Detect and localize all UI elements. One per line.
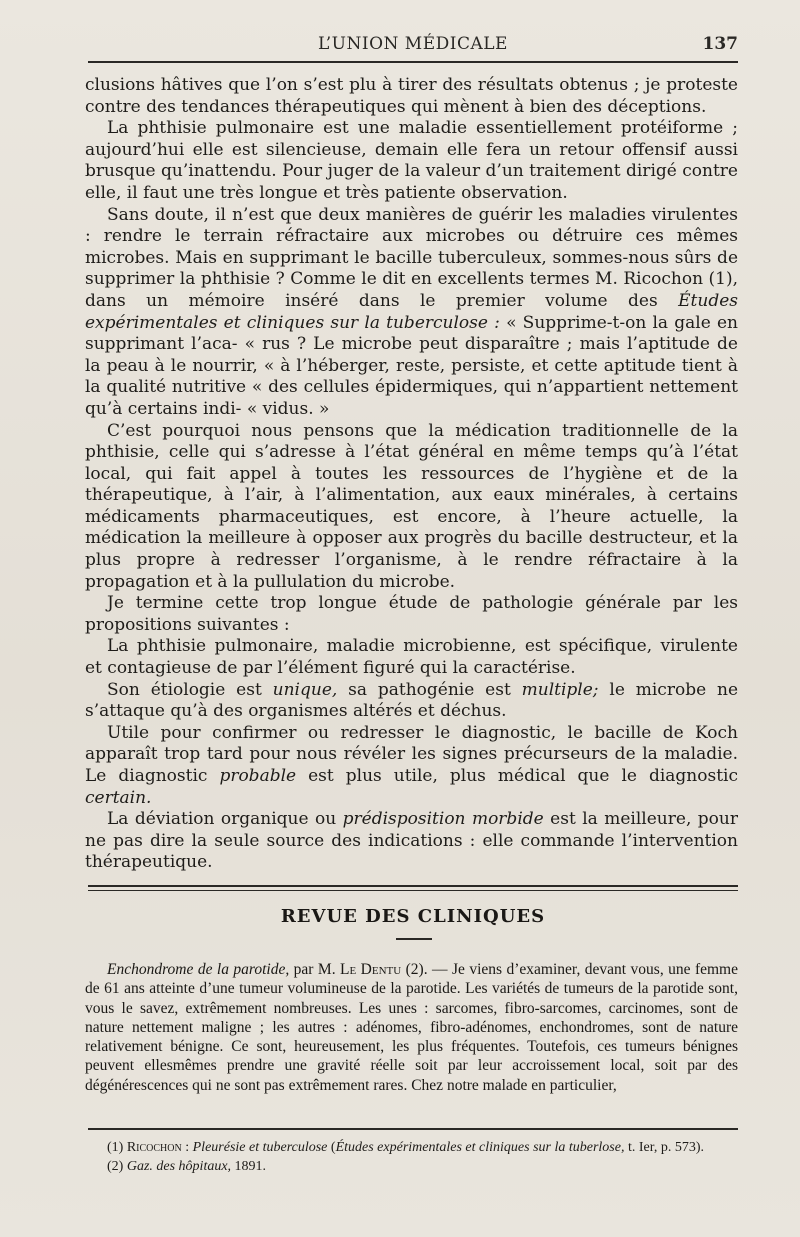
header-rule [88, 61, 738, 63]
paragraph-9-text-b: est la meilleure, pour ne pas dire la seule source des indications : elle commande l’intervention thérapeutique. [85, 809, 738, 873]
article-body [85, 75, 738, 874]
clinic-by: par M. [289, 961, 341, 978]
footnote-1-number: (1) [107, 1140, 127, 1155]
footnote-2-year: 1891. [231, 1159, 267, 1174]
paragraph-8-italic-1: probable [219, 766, 297, 786]
footnote-2-source: Gaz. des hôpitaux, [126, 1159, 232, 1174]
paragraph-7-italic-2: multiple; [521, 679, 599, 700]
running-title: L’UNION MÉDICALE [318, 34, 508, 54]
paragraph-5: Je termine cette trop longue étude de pathologie générale par les propositions suivantes : [85, 593, 738, 635]
paragraph-3 [85, 205, 738, 421]
footnote-1-sep: : [181, 1140, 193, 1155]
clinic-report [85, 960, 738, 1095]
footnote-2-number: (2) [107, 1159, 127, 1174]
section-title: REVUE DES CLINIQUES [280, 906, 546, 927]
section-title-underline [396, 938, 432, 940]
footnote-1-title: Pleurésie et tuberculose [192, 1140, 328, 1155]
paragraph-7 [85, 680, 738, 723]
paragraph-9-text-a: La déviation organique ou [107, 809, 343, 830]
paragraph-4: C’est pourquoi nous pensons que la médication traditionnelle de la phthisie, celle qui s’adresse à l’état général en même temps qu’à l’état local, qui fait appel à toutes les ressources de l’hygiène et de la thérapeutique, à l’air, à l’alimentation, aux eaux minérales, à certains médicaments pharmaceutiques, est encore, à l’heure actuelle, la médication la meilleure à opposer aux progrès du bacille destructeur, et la plus propre à redresser l’organisme, à le rendre réfractaire à la propagation et à la pullulation du microbe. [85, 420, 738, 592]
footnote-2 [85, 1157, 738, 1176]
paragraph-8-text-a: Utile pour confirmer ou redresser le diagnostic, le bacille de Koch apparaît trop tard pour nous révéler les signes précurseurs de la maladie. Le diagnostic [85, 722, 738, 786]
paragraph-7-text-c: le microbe ne s’attaque qu’à des organismes altérés et déchus. [85, 679, 739, 722]
paragraph-8-text-b: est plus utile, plus médical que le diagnostic [296, 766, 738, 786]
page-number: 137 [702, 34, 738, 54]
paragraph-7-text-b: sa pathogénie est [337, 679, 522, 700]
paragraph-9 [85, 809, 738, 874]
paragraph-3-text-a: Sans doute, il n’est que deux manières de guérir les maladies virulentes : rendre le terrain réfractaire aux microbes ou détruire ces mêmes microbes. Mais en supprimant le bacille tuberculeux, sommes-nous sûrs de supprimer la phthisie ? Comme le dit en excellents termes M. Ricochon (1), dans un mémoire inséré dans le premier volume des [85, 204, 738, 311]
paragraph-7-text-a: Son étiologie est [107, 679, 273, 700]
paragraph-3-italic-title: Études expérimentales et cliniques sur la tuberculose : [85, 290, 738, 333]
footnotes [85, 1138, 738, 1176]
clinic-text-rest: (2). — Je viens d’examiner, devant vous, une femme de 61 ans atteinte d’une tumeur volumineuse de la parotide. Les variétés de tumeurs de la parotide sont, vous le savez, extrêmement nombreuses. Les unes : sarcomes, fibro-sarcomes, carcinomes, sont de nature nettement maligne ; les autres : adénomes, fibro-adénomes, enchondromes, sont de nature relativement bénigne. Ce sont, heureusement, les plus fréquentes. Toutefois, ces tumeurs bénignes peuvent ellesmêmes prendre une gravité réelle soit par leur accroissement local, soit par des dégénérescences qui ne sont pas extrêmement rares. Chez notre malade en particulier, [85, 961, 738, 1094]
paragraph-6: La phthisie pulmonaire, maladie microbienne, est spécifique, virulente et contagieuse de par l’élément figuré qui la caractérise. [85, 636, 738, 679]
footnote-1-paren: ( [327, 1140, 336, 1155]
footnote-rule [88, 1128, 738, 1130]
paragraph-2: La phthisie pulmonaire est une maladie essentiellement protéiforme ; aujourd’hui elle est silencieuse, demain elle fera un retour offensif aussi brusque qu’inattendu. Pour juger de la valeur d’un traitement dirigé contre elle, il faut une très longue et très patiente observation. [85, 118, 738, 203]
footnote-1 [85, 1138, 738, 1157]
paragraph-3-quote: « Supprime-t-on la gale en supprimant l’aca- « rus ? Le microbe peut disparaître ; mais l’aptitude de la peau à le nourrir, « à l’héberger, reste, persiste, et cette aptitude tient à la qualité nutritive « des cellules épidermiques, qui n’appartient nettement qu’à certains indi- « vidus. » [85, 312, 739, 419]
footnote-1-ref: t. Ier, p. 573). [624, 1140, 704, 1155]
footnote-1-author: Ricochon [126, 1140, 182, 1155]
paragraph-7-italic-1: unique, [272, 679, 338, 700]
clinic-paragraph [85, 960, 738, 1095]
paragraph-9-italic: prédisposition morbide [342, 809, 544, 830]
paragraph-8-italic-2: certain. [85, 787, 152, 808]
paragraph-8 [85, 723, 738, 809]
page-header [88, 34, 738, 58]
paragraph-1: clusions hâtives que l’on s’est plu à tirer des résultats obtenus ; je proteste contre des tendances thérapeutiques qui mènent à bien des déceptions. [85, 75, 738, 117]
clinic-lead-title: Enchondrome de la parotide, [107, 961, 290, 978]
section-rule-top-thin [88, 890, 738, 891]
clinic-author: Le Dentu [340, 961, 402, 978]
section-rule-top [88, 885, 738, 887]
footnote-1-source: Études expérimentales et cliniques sur la tuberlose, [335, 1140, 625, 1155]
